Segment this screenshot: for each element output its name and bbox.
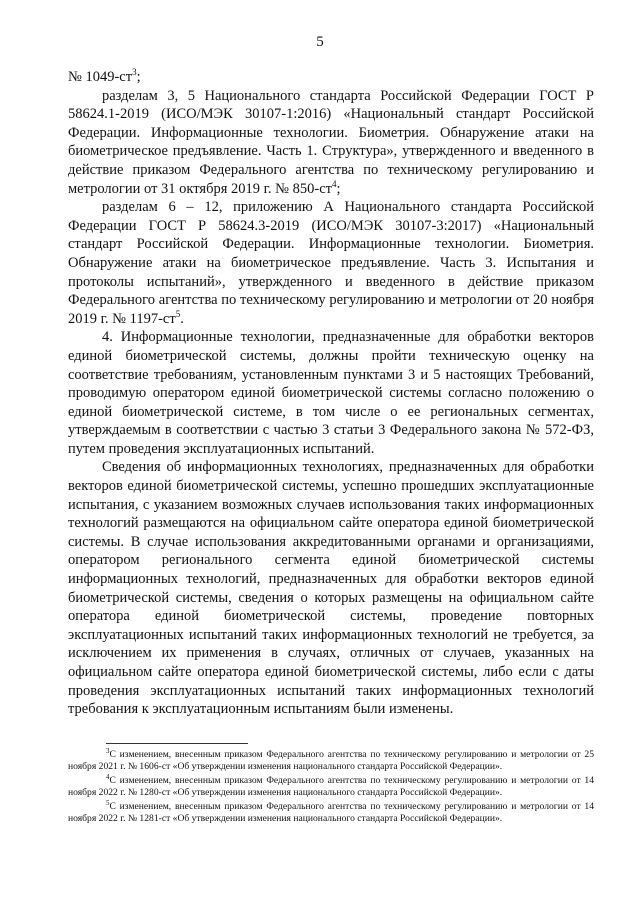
- paragraph-text: разделам 6 – 12, приложению А Национального стандарта Российской Федерации ГОСТ Р 58624.3-2019 (ИСО/МЭК 30107-3:2017) «Национальный стандарт Российской Федерации. Информационные технологии. Биометрия. Обнаружение атаки на биометрическое предъявление. Часть 3. Испытания и протоколы испытаний», утвержденного и введенного в действие приказом Федерального агентства по техническому регулированию и метрологии от 20 ноября 2019 г. № 1197-ст: [68, 199, 594, 327]
- page-number: 5: [316, 34, 324, 50]
- paragraph-information-disclosure: Сведения об информационных технологиях, предназначенных для обработки векторов единой биометрической системы, успешно прошедших эксплуатационные испытания, с указанием возможных случаев использования таких информационных технологий размещаются на официальном сайте оператора единой биометрической системы. В случае использования аккредитованными органами и организациями, оператором регионального сегмента единой биометрической системы информационных технологий, предназначенных для обработки векторов единой биометрической системы, сведения о которых размещены на официальном сайте оператора единой биометрической системы, проведение повторных эксплуатационных испытаний таких информационных технологий не требуется, за исключением их применения в случаях, отличных от случаев, указанных на официальном сайте оператора единой биометрической системы, либо если с даты проведения эксплуатационных испытаний таких информационных технологий требования к эксплуатационным испытаниям были изменены.: [68, 459, 594, 718]
- footnote-ref-4[interactable]: 4: [332, 178, 337, 189]
- paragraph-punctuation: ;: [336, 180, 341, 197]
- paragraph-text: разделам 3, 5 Национального стандарта Российской Федерации ГОСТ Р 58624.1-2019 (ИСО/МЭК 30107-1:2016) «Национальный стандарт Российской Федерации. Информационные технологии. Биометрия. Обнаружение атаки на биометрическое предъявление. Часть 1. Структура», утвержденного и введенного в действие приказом Федерального агентства по техническому регулированию и метрологии от 31 октября 2019 г. № 850-ст: [68, 87, 594, 197]
- paragraph-item-4: 4. Информационные технологии, предназначенные для обработки векторов единой биометрической системы, должны пройти техническую оценку на соответствие требованиям, установленным пунктами 3 и 5 настоящих Требований, проводимую оператором единой биометрической системы согласно положению о единой биометрической системе, в том числе о ее региональных сегментах, утверждаемым в соответствии с частью 3 статьи 3 Федерального закона № 572-ФЗ, путем проведения эксплуатационных испытаний.: [68, 329, 594, 457]
- footnote-4: [68, 772, 594, 800]
- footnote-text: С изменением, внесенным приказом Федерального агентства по техническому регулированию и метрологии от 25 ноября 2021 г. № 1606-ст «Об утверждении изменения национального стандарта Российской Федерации».: [68, 749, 594, 773]
- footnote-ref-3[interactable]: 3: [132, 67, 137, 77]
- paragraph-punctuation: ;: [136, 69, 141, 85]
- footnote-3: [68, 749, 594, 774]
- footnote-marker: 5: [106, 798, 110, 807]
- footnotes: [68, 749, 594, 826]
- paragraph-text: № 1049-ст: [68, 69, 133, 85]
- footnote-text: С изменением, внесенным приказом Федерального агентства по техническому регулированию и метрологии от 14 ноября 2022 г. № 1280-ст «Об утверждении изменения национального стандарта Российской Федерации».: [68, 774, 594, 799]
- document-body: [68, 68, 594, 719]
- footnote-text: С изменением, внесенным приказом Федерального агентства по техническому регулированию и метрологии от 14 ноября 2022 г. № 1281-ст «Об утверждении изменения национального стандарта Российской Федерации».: [68, 800, 594, 825]
- paragraph-order-reference: [68, 68, 594, 87]
- footnote-marker: 3: [106, 747, 110, 755]
- paragraph-gost-part-1: [68, 87, 594, 199]
- paragraph-punctuation: .: [180, 310, 184, 327]
- footnote-5: [68, 798, 594, 826]
- footnote-separator: [106, 743, 248, 744]
- paragraph-gost-part-3: [68, 198, 594, 328]
- footnote-marker: 4: [106, 772, 110, 781]
- footnote-ref-5[interactable]: 5: [175, 308, 181, 319]
